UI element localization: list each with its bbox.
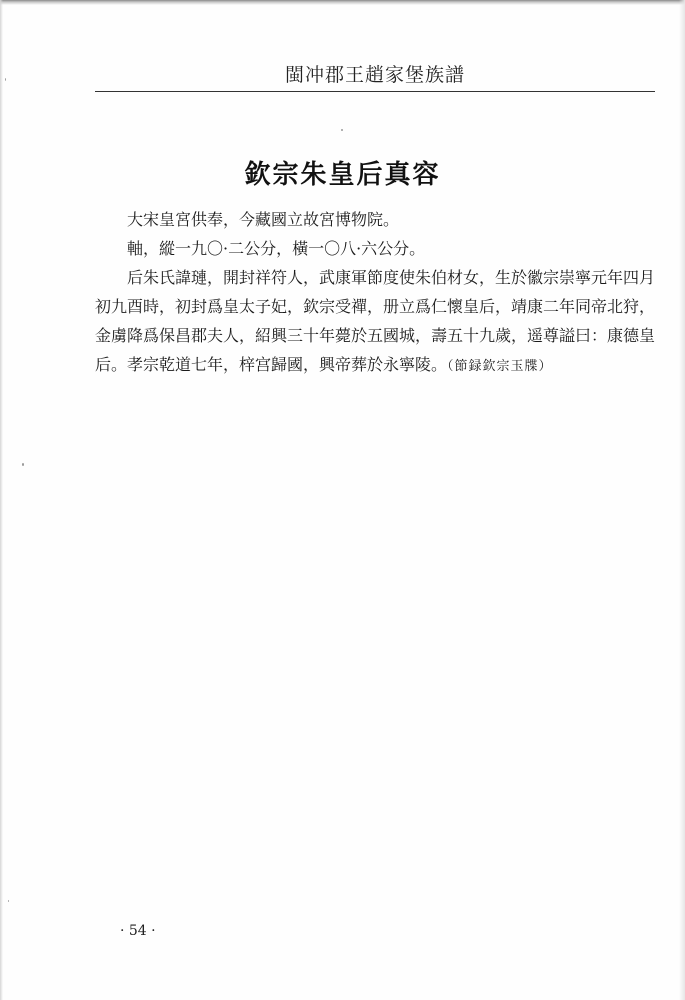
- scan-right-edge: [679, 0, 685, 1000]
- source-note: （節録欽宗玉牒）: [447, 359, 553, 374]
- running-header: 閩冲郡王趙家堡族譜: [284, 64, 465, 86]
- paragraph-biography: [95, 263, 655, 381]
- scan-speck: [5, 78, 6, 81]
- scan-left-edge: [0, 0, 3, 1000]
- section-title: 欽宗朱皇后真容: [244, 160, 441, 190]
- scan-speck: [22, 463, 24, 466]
- scan-speck: [341, 129, 343, 131]
- scan-top-edge: [0, 0, 685, 5]
- scan-speck: [8, 900, 9, 902]
- biography-text: 后朱氏諱璉，開封祥符人，武康軍節度使朱伯材女，生於徽宗崇寧元年四月初九酉時，初封爲皇太子妃，欽宗受禪，册立爲仁懷皇后，靖康二年同帝北狩，金虜降爲保昌郡夫人，紹興三十年薨於五國城，壽五十九歲，遥尊謚曰：康德皇后。孝宗乾道七年，梓宫歸國，興帝葬於永寧陵。: [95, 268, 656, 374]
- paragraph-provenance: 大宋皇宮供奉，今藏國立故宮博物院。: [127, 210, 400, 229]
- page-number: · 54 ·: [120, 923, 156, 939]
- body-text: [95, 205, 655, 381]
- paragraph-dimensions: 軸，縱一九〇·二公分，橫一〇八·六公分。: [127, 239, 426, 258]
- header-rule: [95, 91, 655, 92]
